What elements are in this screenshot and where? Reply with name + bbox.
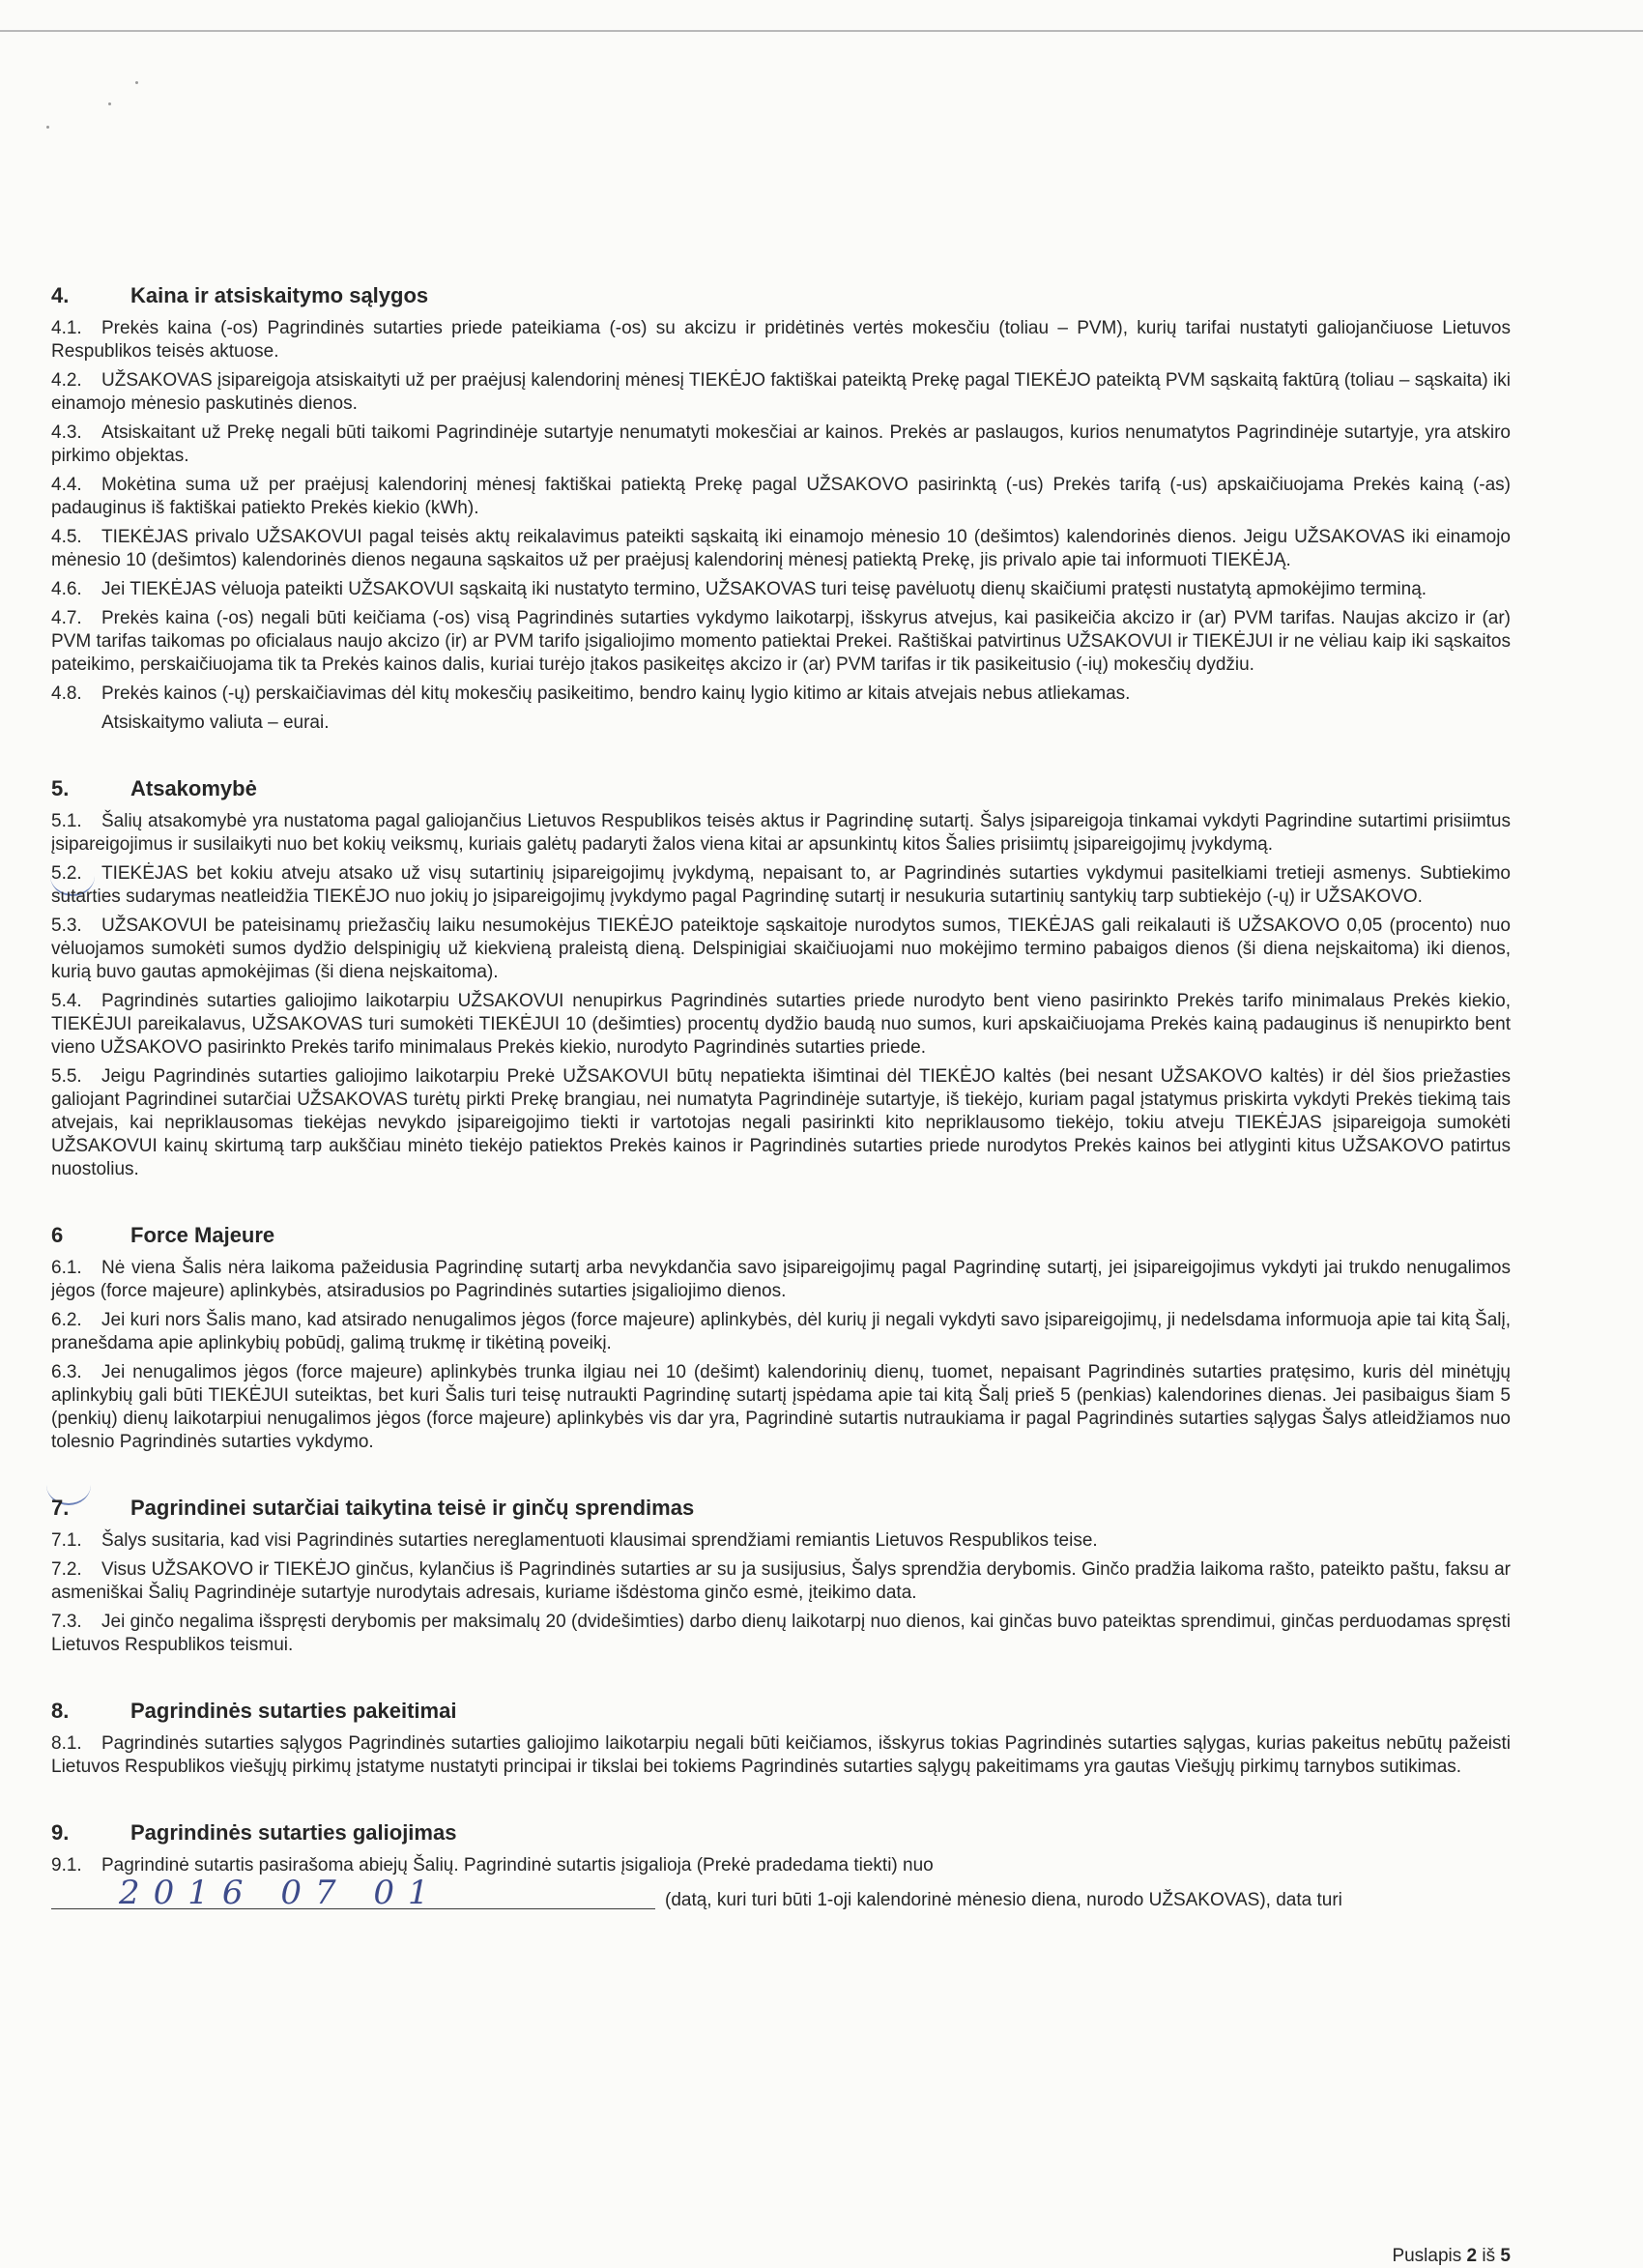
section-title: Pagrindinės sutarties pakeitimai (130, 1699, 457, 1723)
clause-number: 7.1. (51, 1530, 82, 1551)
clause (51, 526, 1511, 572)
handwritten-date: 2016 07 01 (119, 1874, 443, 1912)
scan-speck (46, 126, 49, 129)
clause (51, 1361, 1511, 1454)
clause-number: 7.2. (51, 1559, 82, 1580)
section (51, 773, 1511, 1181)
clause-text: Atsiskaitymo valiuta – eurai. (101, 712, 330, 733)
clause-number: 9.1. (51, 1855, 82, 1875)
footer-page-number: 2 (1466, 2246, 1478, 2266)
section-number: 6 (51, 1223, 64, 1247)
page-footer (1392, 2245, 1511, 2268)
clause (51, 915, 1511, 984)
clause (51, 712, 1511, 735)
clause (51, 1732, 1511, 1779)
section-title: Atsakomybė (130, 776, 257, 800)
section-heading (51, 1817, 1511, 1848)
clause-text: Šalių atsakomybė yra nustatoma pagal galiojančius Lietuvos Respublikos teisės aktus ir Pagrindinę sutartį. Šalys įsipareigoja tinkamai vykdyti Pagrindine sutartimi prisiimtus įsipareigojimus ir susilaikyti nuo bet kokių veiksmų, kuriais galėtų padaryti žalos viena kitai ar apsunkintų kitos Šalies prisiimtų įsipareigojimų įvykdymą. (51, 811, 1511, 855)
clause-text: Atsiskaitant už Prekę negali būti taikomi Pagrindinėje sutartyje nenumatyti mokesčiai ar kainos. Prekės ar paslaugos, kurios nenumatytos Pagrindinėje sutartyje, yra atskiro pirkimo objektas. (51, 422, 1511, 466)
clause (51, 474, 1511, 520)
clause (51, 990, 1511, 1060)
clause-number: 4.1. (51, 318, 82, 338)
clause (51, 1611, 1511, 1657)
footer-separator: iš (1482, 2246, 1496, 2266)
section-heading (51, 1696, 1511, 1727)
clause-number: 4.3. (51, 422, 82, 443)
clause-number: 6.3. (51, 1362, 82, 1382)
clause (51, 810, 1511, 857)
clause-number: 5.2. (51, 863, 82, 884)
clause-text: UŽSAKOVUI be pateisinamų priežasčių laiku nesumokėjus TIEKĖJO pateiktoje sąskaitoje nurodytos sumos, TIEKĖJAS gali reikalauti iš UŽSAKOVO 0,05 (procento) nuo vėluojamos sumokėti sumos dydžio delspinigių už kiekvieną praleistą dieną. Delspinigiai skaičiuojami nuo mokėjimo termino pabaigos dienos (ši diena neįskaitoma) iki dienos, kurią buvo gautas apmokėjimas (ši diena neįskaitoma). (51, 916, 1511, 982)
clause-number: 4.6. (51, 579, 82, 599)
clause (51, 1065, 1511, 1181)
clause-number: 6.1. (51, 1258, 82, 1278)
clause (51, 1558, 1511, 1605)
clause (51, 862, 1511, 909)
clause-text: Jei nenugalimos jėgos (force majeure) aplinkybės trunka ilgiau nei 10 (dešimt) kalendorinių dienų, tuomet, nepaisant Pagrindinės sutarties pratęsimo, kuris dėl minėtųjų aplinkybių gali būti TIEKĖJUI suteiktas, bet kuri Šalis turi teisę nutraukti Pagrindinę sutartį įspėdama apie tai kitą Šalį prieš 5 (penkias) kalendorines dienas. Jei pasibaigus šiam 5 (penkių) dienų laikotarpiui nenugalimos jėgos (force majeure) aplinkybės vis dar yra, Pagrindinė sutartis nutraukiama ir pagal Pagrindinės sutarties sąlygas Šalys atleidžiamos nuo tolesnio Pagrindinės sutarties vykdymo. (51, 1362, 1511, 1452)
section-title: Pagrindinės sutarties galiojimas (130, 1820, 457, 1845)
clause-number: 5.5. (51, 1066, 82, 1087)
clause (51, 1257, 1511, 1303)
section-number: 7. (51, 1496, 70, 1520)
clause (51, 1529, 1511, 1553)
section-heading (51, 773, 1511, 804)
section (51, 1493, 1511, 1657)
clause (51, 578, 1511, 601)
section (51, 1817, 1511, 1916)
clause-number: 5.3. (51, 916, 82, 936)
clause-text: Prekės kaina (-os) Pagrindinės sutarties priede pateikiama (-os) su akcizu ir pridėtinės vertės mokesčiu (toliau – PVM), kurių tarifai nustatyti galiojančiuose Lietuvos Respublikos teisės aktuose. (51, 318, 1511, 362)
section-number: 4. (51, 283, 70, 307)
clause-text: UŽSAKOVAS įsipareigoja atsiskaityti už per praėjusį kalendorinį mėnesį TIEKĖJO faktiškai pateiktą Prekę pagal TIEKĖJO pateiktą PVM sąskaitą faktūrą (toliau – sąskaita) iki einamojo mėnesio paskutinės dienos. (51, 370, 1511, 414)
clause-number: 4.4. (51, 475, 82, 495)
clause-text: Visus UŽSAKOVO ir TIEKĖJO ginčus, kylančius iš Pagrindinės sutarties ar su ja susijusius, Šalys sprendžia derybomis. Ginčo pradžia laikoma rašto, pateikto paštu, faksu ar asmeniškai Šalių Pagrindinėje sutartyje nurodytais adresais, kuriame išdėstoma ginčo esmė, įteikimo data. (51, 1559, 1511, 1603)
clause-text: Pagrindinės sutarties galiojimo laikotarpiu UŽSAKOVUI nenupirkus Pagrindinės sutarties priede nurodyto bent vieno pasirinkto Prekės tarifo minimalaus Prekės kiekio, TIEKĖJUI pareikalavus, UŽSAKOVAS turi sumokėti TIEKĖJUI 10 (dešimties) procentų dydžio baudą nuo sumos, kuri apskaičiuojama Prekės kainą padauginus iš nenupirkto bent vieno UŽSAKOVO pasirinkto Prekės tarifo minimalaus Prekės kiekio, nurodyto Pagrindinės sutarties priede. (51, 991, 1511, 1058)
clause-text: Pagrindinės sutarties sąlygos Pagrindinės sutarties galiojimo laikotarpiu negali būti keičiamos, išskyrus tokias Pagrindinės sutarties sąlygas, kurias pakeitus nebūtų pažeisti Lietuvos Respublikos viešųjų pirkimų įstatyme nustatyti principai ir tikslai bei tokiems Pagrindinės sutarties sąlygų pakeitimams yra gautas Viešųjų pirkimų tarnybos sutikimas. (51, 1733, 1511, 1777)
clause (51, 422, 1511, 468)
footer-prefix: Puslapis (1392, 2246, 1462, 2266)
clause-number: 7.3. (51, 1612, 82, 1632)
clause-number: 8.1. (51, 1733, 82, 1754)
clause-number: 5.4. (51, 991, 82, 1011)
section-title: Pagrindinei sutarčiai taikytina teisė ir ginčų sprendimas (130, 1496, 695, 1520)
scan-speck (135, 81, 138, 84)
clause-text: Jei TIEKĖJAS vėluoja pateikti UŽSAKOVUI sąskaitą iki nustatyto termino, UŽSAKOVAS turi teisę pavėluotų dienų skaičiumi pratęsti nustatytą apmokėjimo terminą. (101, 579, 1427, 599)
clause-text: Prekės kainos (-ų) perskaičiavimas dėl kitų mokesčių pasikeitimo, bendro kainų lygio kitimo ar kitais atvejais nebus atliekamas. (101, 683, 1131, 704)
section-number: 5. (51, 776, 70, 800)
clause-text: Jei kuri nors Šalis mano, kad atsirado nenugalimos jėgos (force majeure) aplinkybės, dėl kurių ji negali vykdyti savo įsipareigojimų, ji nedelsdama informuoja apie tai kitą Šalį, pranešdama apie aplinkybių pobūdį, galimą trukmę ir tikėtiną poveikį. (51, 1310, 1511, 1353)
clause (51, 683, 1511, 706)
clause-text: Nė viena Šalis nėra laikoma pažeidusia Pagrindinę sutartį arba nevykdančia savo įsipareigojimų pagal Pagrindinę sutartį, jei įsipareigojimus vykdyti jai trukdo nenugalimos jėgos (force majeure) aplinkybės, atsiradusios po Pagrindinės sutarties įsigaliojimo dienos. (51, 1258, 1511, 1301)
section (51, 1696, 1511, 1779)
clause-number: 4.7. (51, 608, 82, 628)
clause-text: Pagrindinė sutartis pasirašoma abiejų Šalių. Pagrindinė sutartis įsigalioja (Prekė pradedama tiekti) nuo (101, 1855, 934, 1875)
section-number: 8. (51, 1699, 70, 1723)
clause-number: 6.2. (51, 1310, 82, 1330)
clause-text: TIEKĖJAS bet kokiu atveju atsako už visų sutartinių įsipareigojimų įvykdymą, nepaisant to, ar Pagrindinės sutarties vykdymui pasitelkiami tretieji asmenys. Subtiekimo sutarties sudarymas neatleidžia TIEKĖJO nuo jokių jo įsipareigojimų įvykdymo pagal Pagrindinę sutartį ir nesukuria sutartinių santykių tarp subtiekėjo (-ų) ir UŽSAKOVO. (51, 863, 1511, 907)
clause-text: Šalys susitaria, kad visi Pagrindinės sutarties nereglamentuoti klausimai sprendžiami remiantis Lietuvos Respublikos teise. (101, 1530, 1098, 1551)
clause-number: 4.2. (51, 370, 82, 391)
section (51, 1220, 1511, 1454)
effective-date-line (51, 1874, 1511, 1916)
contract-page (51, 280, 1511, 1916)
section-title: Kaina ir atsiskaitymo sąlygos (130, 283, 429, 307)
scan-top-edge (0, 30, 1643, 32)
clause (51, 1309, 1511, 1355)
clause-text: TIEKĖJAS privalo UŽSAKOVUI pagal teisės aktų reikalavimus pateikti sąskaitą iki einamojo mėnesio 10 (dešimtos) kalendorinės dienos. Jeigu UŽSAKOVAS iki einamojo mėnesio 10 (dešimtos) kalendorinės dienos negauna sąskaitos už per praėjusį kalendorinį mėnesį patiektą Prekę, jis privalo apie tai informuoti TIEKĖJĄ. (51, 527, 1511, 570)
section-heading (51, 1493, 1511, 1524)
clause-number: 5.1. (51, 811, 82, 831)
clause-number: 4.8. (51, 683, 82, 704)
section-heading (51, 280, 1511, 311)
date-continuation-text: (datą, kuri turi būti 1-oji kalendorinė mėnesio diena, nurodo UŽSAKOVAS), data turi (665, 1890, 1342, 1910)
clause-number: 4.5. (51, 527, 82, 547)
clause-text: Mokėtina suma už per praėjusį kalendorinį mėnesį faktiškai patiektą Prekę pagal UŽSAKOVO pasirinktą (-us) Prekės tarifą (-us) apskaičiuojama Prekės kainą (-as) padauginus iš faktiškai patiekto Prekės kiekio (kWh). (51, 475, 1511, 518)
scan-speck (108, 102, 111, 105)
clause (51, 369, 1511, 416)
clause-text: Jeigu Pagrindinės sutarties galiojimo laikotarpiu Prekė UŽSAKOVUI būtų nepatiekta išimtinai dėl TIEKĖJO kaltės (bei nesant UŽSAKOVO kaltės) ir dėl šios priežasties galiojant Pagrindinei sutarčiai UŽSAKOVAS turėtų pirkti Prekę brangiau, nei numatyta Pagrindinėje sutartyje, iš tiekėjo, kuriam pagal įstatymus priskirta vykdyti Prekės tiekimą tais atvejais, kai nepriklausomas tiekėjas nevykdo įsipareigojimo tiekti ir vartotojas negali pasirinkti kito nepriklausomo tiekėjo, tokiu atveju TIEKĖJAS įsipareigoja sumokėti UŽSAKOVUI kainų skirtumą tarp aukščiau minėto tiekėjo patiektos Prekės kainos ir Pagrindinės sutarties priede nurodytos Prekės kainos bei atlyginti kitus UŽSAKOVO patirtus nuostolius. (51, 1066, 1511, 1179)
section-heading (51, 1220, 1511, 1251)
section (51, 280, 1511, 735)
section-title: Force Majeure (130, 1223, 275, 1247)
footer-page-total: 5 (1500, 2246, 1511, 2266)
clause (51, 607, 1511, 677)
clause (51, 317, 1511, 363)
section-number: 9. (51, 1820, 70, 1845)
clause-text: Prekės kaina (-os) negali būti keičiama (-os) visą Pagrindinės sutarties vykdymo laikotarpį, išskyrus atvejus, kai pasikeičia akcizo ir (ar) PVM tarifas. Naujas akcizo ir (ar) PVM tarifas taikomas po oficialaus naujo akcizo (ir) ar PVM tarifo įsigaliojimo momento patiektai Prekei. Raštiškai patvirtinus UŽSAKOVUI ir TIEKĖJUI ir ne vėliau kaip iki sąskaitos pateikimo, perskaičiuojama tik ta Prekės kainos dalis, kuriai turėjo įtakos pasikeitęs akcizo ir (ar) PVM tarifas ir tik pasikeitusio (-ių) mokesčių dydžiu. (51, 608, 1511, 675)
clause-text: Jei ginčo negalima išspręsti derybomis per maksimalų 20 (dvidešimties) darbo dienų laikotarpį nuo dienos, kai ginčas buvo pateiktas sprendimui, ginčas perduodamas spręsti Lietuvos Respublikos teismui. (51, 1612, 1511, 1655)
